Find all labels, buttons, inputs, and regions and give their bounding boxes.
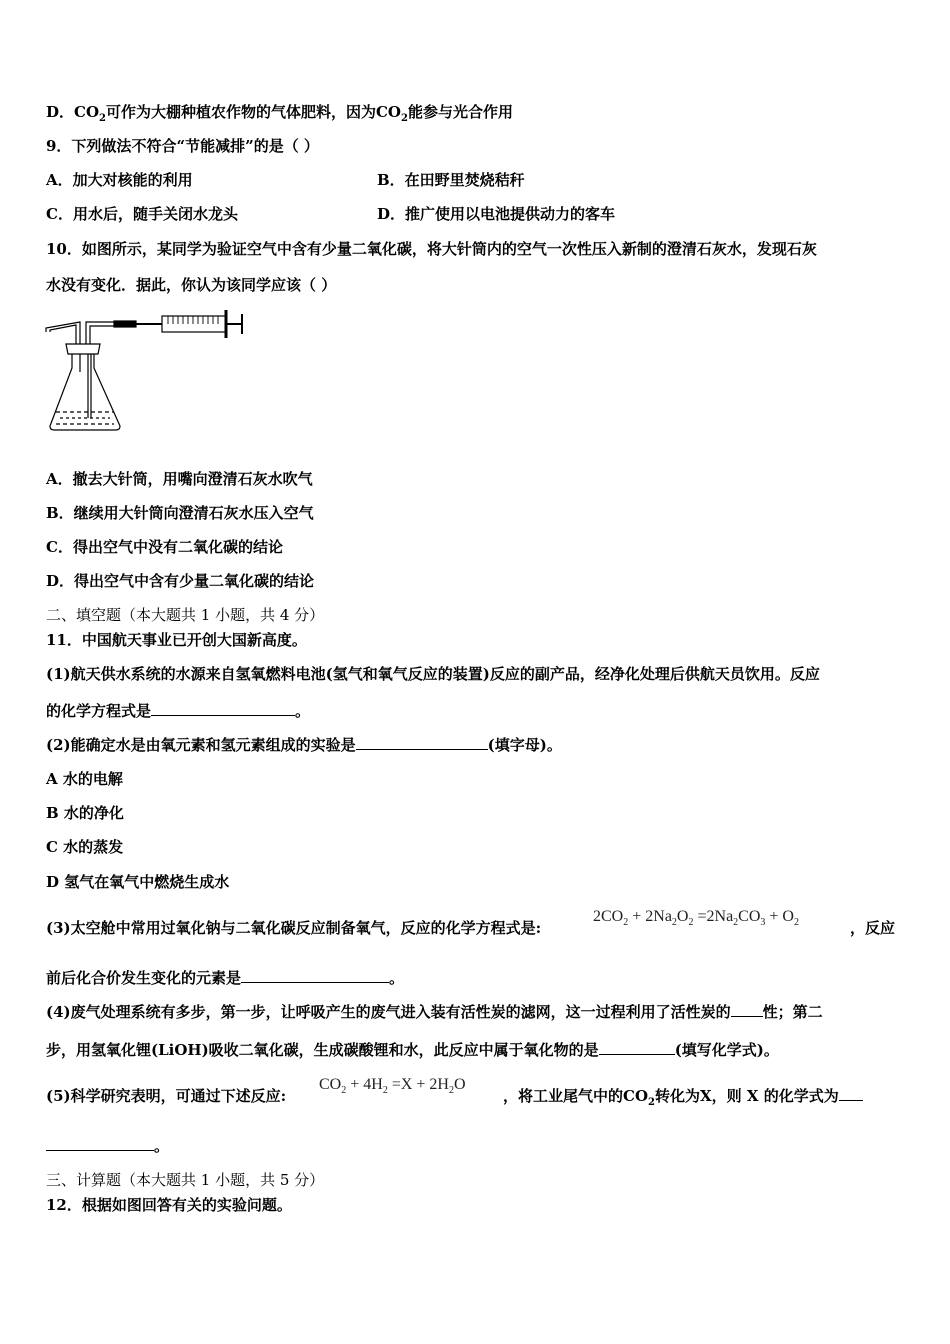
q11-part3-suffix: ，反应 — [850, 919, 896, 937]
q11-part4-line2: 步，用氢氧化锂(LiOH)吸收二氧化碳，生成碳酸锂和水，此反应中属于氧化物的是 (填写化学式)。 — [46, 1041, 779, 1059]
syringe-flask-apparatus — [44, 308, 254, 436]
q8-option-d: D．$CO_2$可作为大棚种植农作物的气体肥料，因为$CO_2$能参与光合作用 — [46, 103, 513, 124]
answer-blank-3[interactable] — [241, 968, 389, 983]
section3-title: 三、计算题（本大题共 1 小题，共 5 分） — [46, 1171, 325, 1189]
q10-option-a: A．撤去大针筒，用嘴向澄清石灰水吹气 — [46, 470, 313, 488]
equation-co2-hydrogenation: $CO_2 + 4H_2 =X + 2H_2O$ — [319, 1076, 466, 1097]
q11-part5-prefix: (5)科学研究表明，可通过下述反应: — [46, 1087, 287, 1105]
q11-part2: (2)能确定水是由氧元素和氢元素组成的实验是 (填字母)。 — [46, 736, 562, 754]
syringe-barrel — [162, 316, 226, 332]
q9-option-d: D．推广使用以电池提供动力的客车 — [377, 205, 616, 223]
answer-blank-1[interactable] — [151, 701, 295, 716]
q9-option-b: B．在田野里焚烧秸秆 — [377, 171, 525, 189]
answer-blank-6a[interactable] — [839, 1086, 863, 1101]
q11-part4-line1: (4)废气处理系统有多步，第一步，让呼吸产生的废气进入装有活性炭的滤网，这一过程利用了活性炭的 性；第二 — [46, 1003, 823, 1021]
section2-title: 二、填空题（本大题共 1 小题，共 4 分） — [46, 606, 325, 624]
q11-stem: 11．中国航天事业已开创大国新高度。 — [46, 631, 307, 649]
q11-option-d: D 氢气在氧气中燃烧生成水 — [46, 873, 230, 891]
q10-option-d: D．得出空气中含有少量二氧化碳的结论 — [46, 572, 315, 590]
q9-stem: 9．下列做法不符合“节能减排”的是（ ） — [46, 137, 319, 155]
q11-part1-line2: 的化学方程式是 。 — [46, 702, 311, 720]
q11-option-b: B 水的净化 — [46, 804, 124, 822]
answer-blank-6b[interactable] — [46, 1136, 154, 1151]
conical-flask — [50, 354, 120, 430]
q11-part5-suffix: ，将工业尾气中的$CO_2$转化为X，则 X 的化学式为 — [503, 1086, 863, 1113]
equation-sodium-peroxide: $2CO_2 + 2Na_2O_2 =2Na_2CO_3 + O_2$ — [593, 908, 799, 929]
answer-blank-2[interactable] — [356, 735, 488, 750]
q11-part3-line2: 前后化合价发生变化的元素是 。 — [46, 969, 405, 987]
q10-option-c: C．得出空气中没有二氧化碳的结论 — [46, 538, 283, 556]
q12-stem: 12．根据如图回答有关的实验问题。 — [46, 1196, 292, 1214]
q11-part3-prefix: (3)太空舱中常用过氧化钠与二氧化碳反应制备氧气，反应的化学方程式是: — [46, 919, 542, 937]
q10-stem-line2: 水没有变化．据此，你认为该同学应该（ ） — [46, 276, 337, 294]
q11-part5-line2: 。 — [46, 1136, 169, 1156]
q11-option-c: C 水的蒸发 — [46, 838, 124, 856]
q10-stem-line1: 10．如图所示，某同学为验证空气中含有少量二氧化碳，将大针筒内的空气一次性压入新制的澄清石灰水，发现石灰 — [46, 240, 817, 258]
q9-option-a: A．加大对核能的利用 — [46, 171, 193, 189]
q9-option-c: C．用水后，随手关闭水龙头 — [46, 205, 238, 223]
rubber-stopper — [66, 344, 100, 354]
answer-blank-5[interactable] — [599, 1040, 675, 1055]
q10-option-b: B．继续用大针筒向澄清石灰水压入空气 — [46, 504, 314, 522]
q11-part1-line1: (1)航天供水系统的水源来自氢氧燃料电池(氢气和氧气反应的装置)反应的副产品，经净化处理后供航天员饮用。反应 — [46, 665, 820, 683]
q11-option-a: A 水的电解 — [46, 770, 123, 788]
answer-blank-4[interactable] — [731, 1002, 763, 1017]
